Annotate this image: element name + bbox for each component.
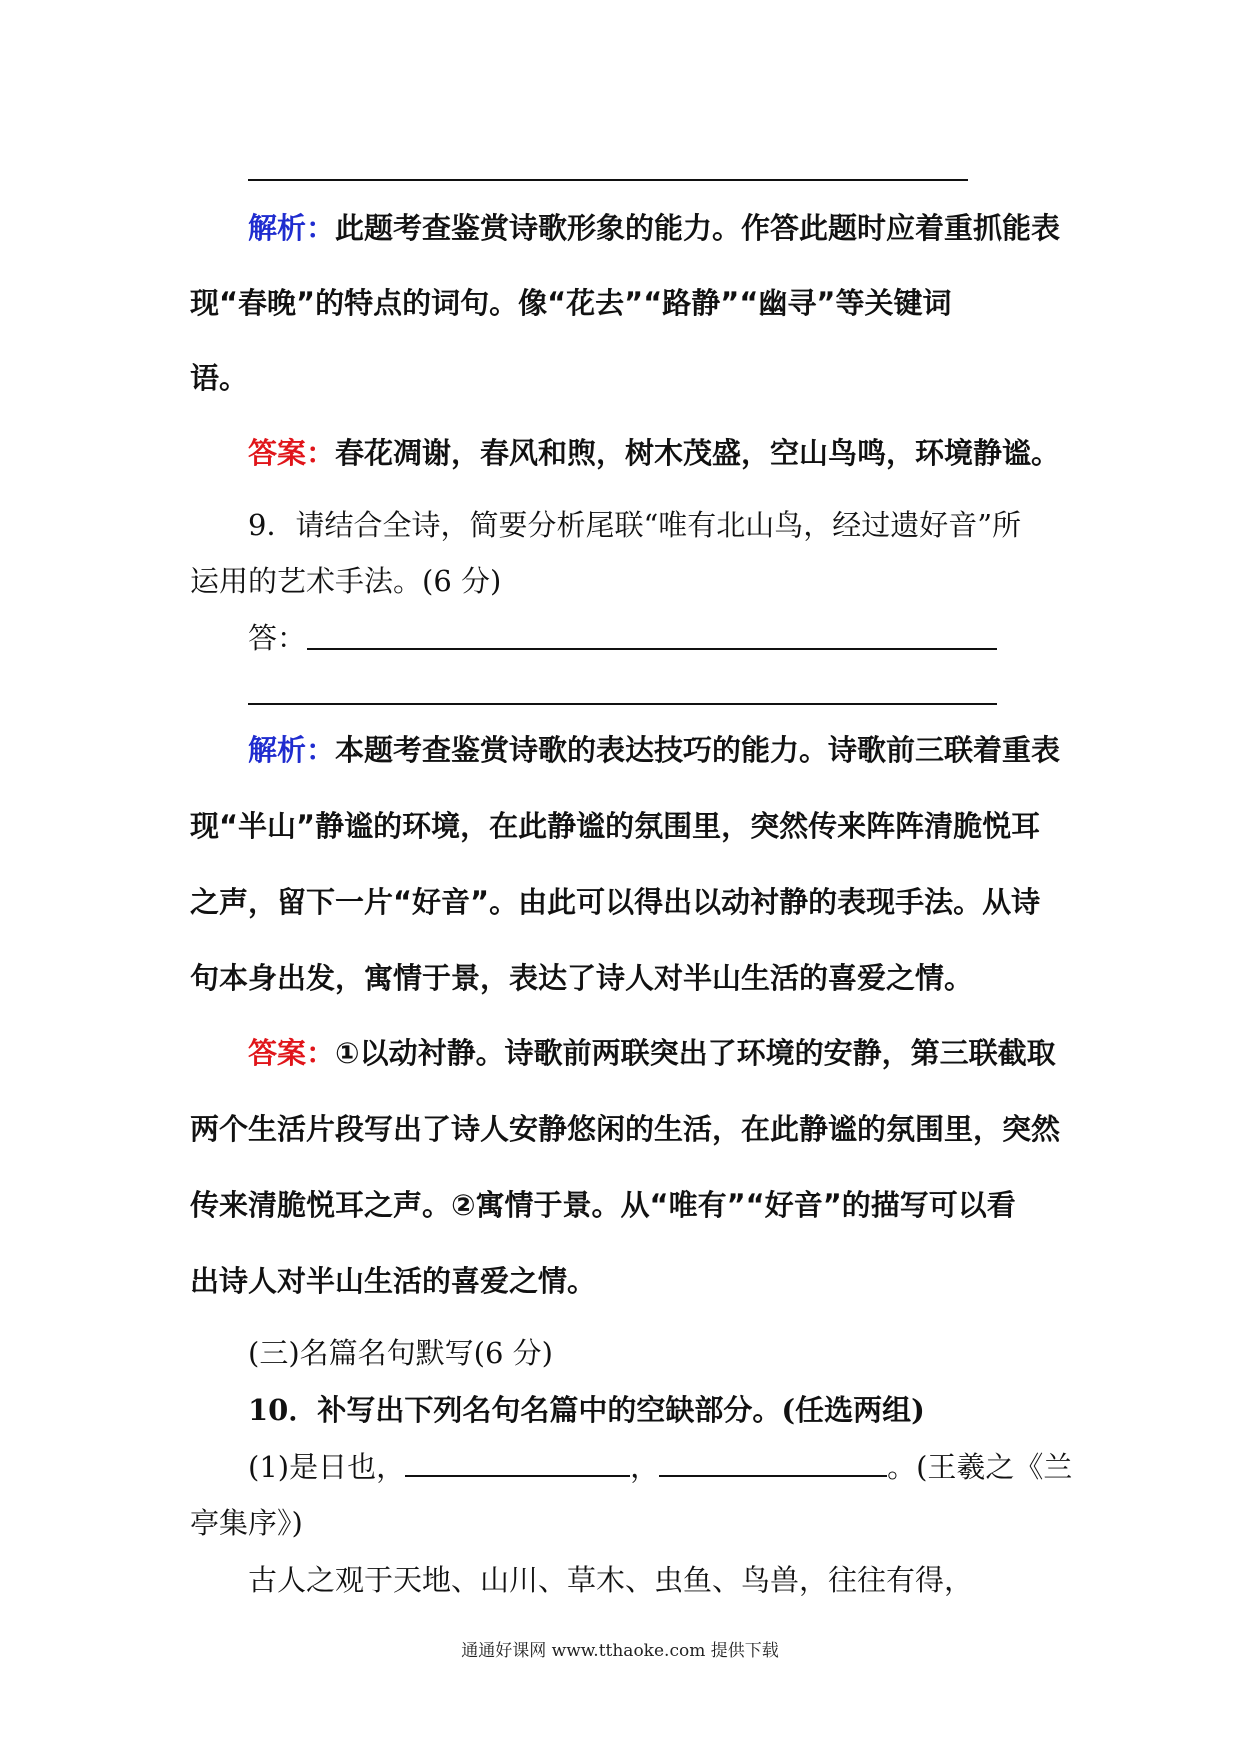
- q8-answer: 答案：春花凋谢，春风和煦，树木茂盛，空山鸟鸣，环境静谧。: [248, 436, 1061, 470]
- q9-analysis-line-4: 句本身出发，寓情于景，表达了诗人对半山生活的喜爱之情。: [190, 961, 974, 995]
- q9-question-line-1: 9．请结合全诗，简要分析尾联“唯有北山鸟，经过遗好音”所: [248, 508, 1022, 542]
- q9-answer-label: 答案：: [248, 1036, 336, 1070]
- q9-analysis-line-2: 现“半山”静谧的环境，在此静谧的氛围里，突然传来阵阵清脆悦耳: [190, 809, 1041, 843]
- q9-answer-line-1: 答案：①以动衬静。诗歌前两联突出了环境的安静，第三联截取: [248, 1036, 1056, 1070]
- q9-question-line-2: 运用的艺术手法。(6 分): [190, 564, 502, 598]
- q9-answer-line-4: 出诗人对半山生活的喜爱之情。: [190, 1264, 597, 1298]
- q10-question: 10．补写出下列名句名篇中的空缺部分。(任选两组): [248, 1393, 925, 1427]
- answer-line-q9-2[interactable]: [248, 703, 997, 705]
- answer-line-q8: [248, 179, 968, 181]
- answer-line-q9-1[interactable]: [307, 648, 997, 650]
- q9-analysis-line-1: 解析：本题考查鉴赏诗歌的表达技巧的能力。诗歌前三联着重表: [248, 733, 1061, 767]
- q10-next-text: 古人之观于天地、山川、草木、虫鱼、鸟兽，往往有得，: [248, 1563, 974, 1597]
- q10-item-1: (1)是日也， ， 。(王羲之《兰: [248, 1450, 1073, 1484]
- q8-analysis-line-1: 解析：此题考查鉴赏诗歌形象的能力。作答此题时应着重抓能表: [248, 211, 1061, 245]
- q8-analysis-line-3: 语。: [190, 361, 249, 395]
- q9-analysis-label: 解析：: [248, 733, 336, 767]
- fill-blank-1[interactable]: [405, 1449, 630, 1477]
- q9-answer-prompt: 答：: [248, 621, 307, 655]
- q9-analysis-line-3: 之声，留下一片“好音”。由此可以得出以动衬静的表现手法。从诗: [190, 885, 1041, 919]
- q9-answer-line-2: 两个生活片段写出了诗人安静悠闲的生活，在此静谧的氛围里，突然: [190, 1112, 1061, 1146]
- q8-analysis-label: 解析：: [248, 211, 336, 245]
- section3-heading: (三)名篇名句默写(6 分): [248, 1336, 553, 1370]
- page-footer: 通通好课网 www.tthaoke.com 提供下载: [461, 1641, 779, 1661]
- q10-item-1-cont: 亭集序》): [190, 1506, 303, 1540]
- fill-blank-2[interactable]: [659, 1449, 887, 1477]
- q9-answer-line-3: 传来清脆悦耳之声。②寓情于景。从“唯有”“好音”的描写可以看: [190, 1188, 1016, 1222]
- q8-analysis-line-2: 现“春晚”的特点的词句。像“花去”“路静”“幽寻”等关键词: [190, 286, 952, 320]
- q8-answer-label: 答案：: [248, 436, 336, 470]
